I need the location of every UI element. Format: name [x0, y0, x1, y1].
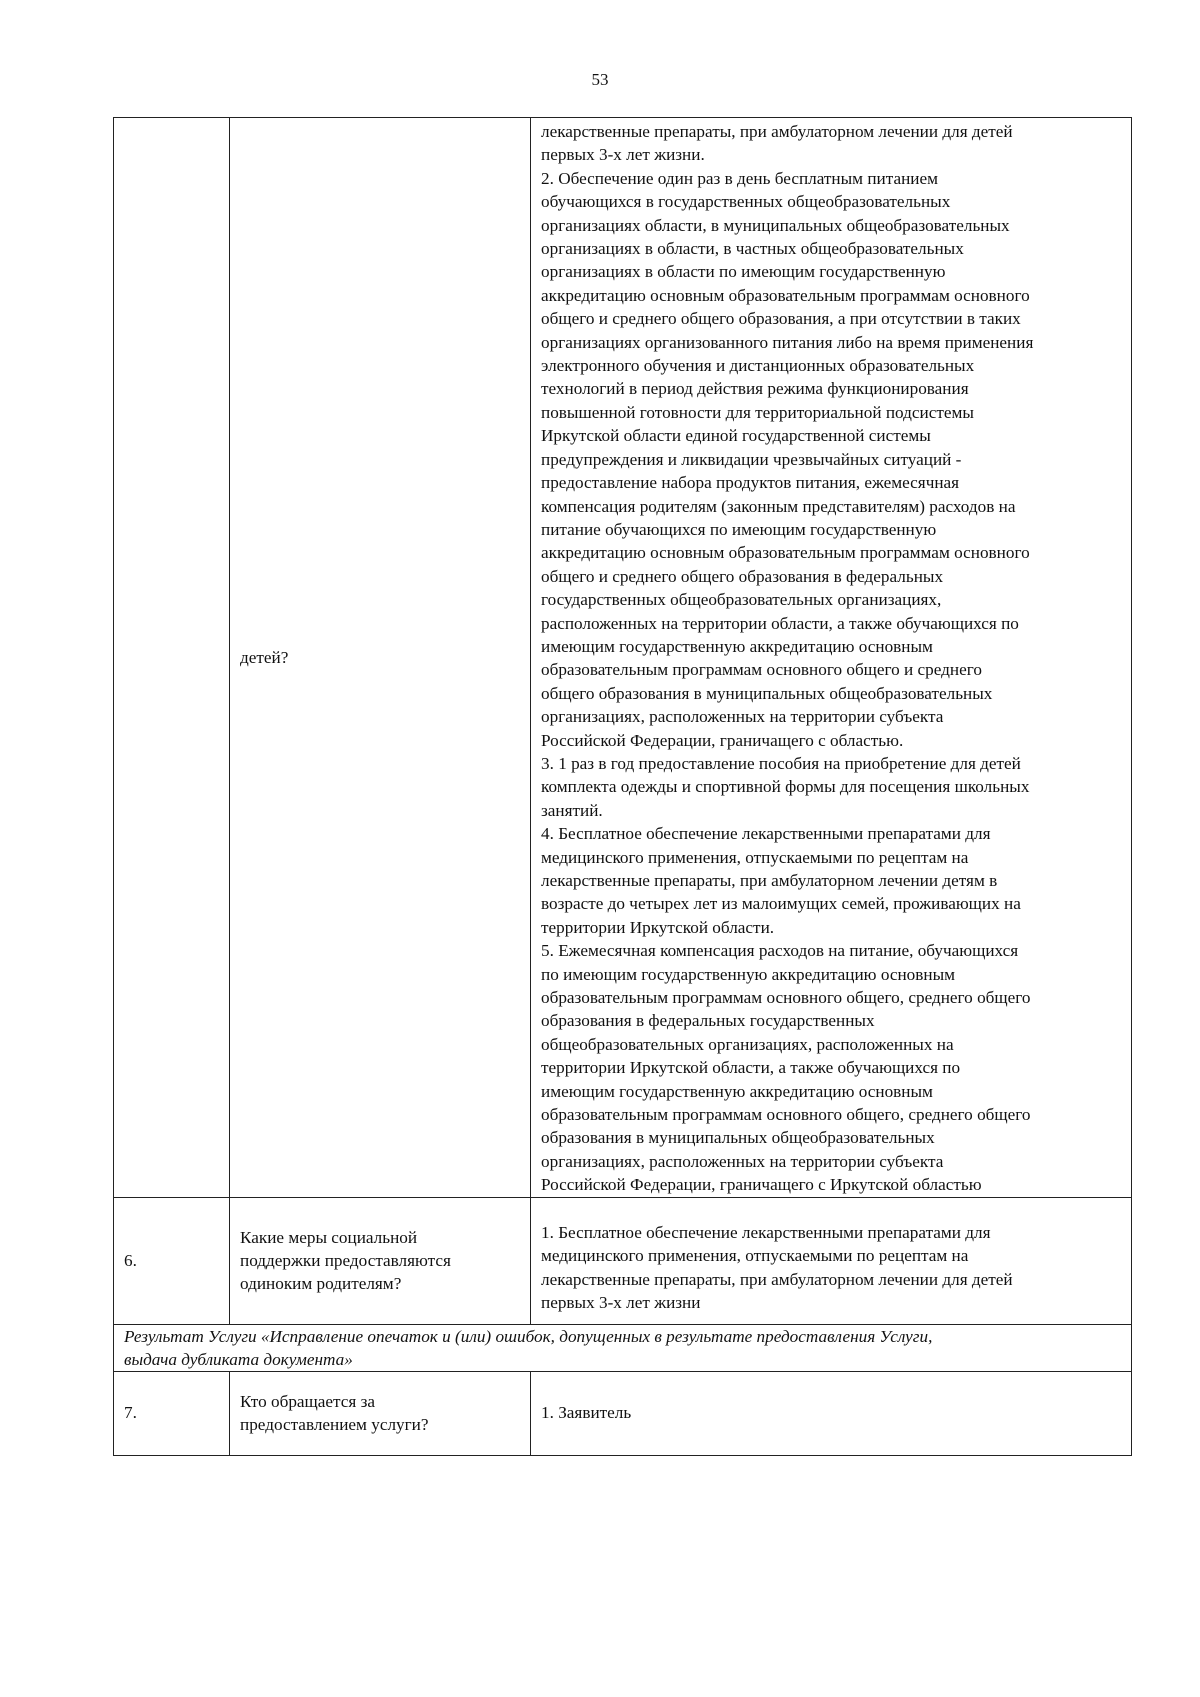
text-line: организациях, расположенных на территории субъекта — [541, 707, 944, 727]
table-row — [114, 1197, 1132, 1324]
text-line: Результат Услуги «Исправление опечаток и (или) ошибок, допущенных в результате предоставления Услуги, — [124, 1326, 933, 1346]
text-line: образовательным программам основного общего, среднего общего — [541, 988, 1031, 1008]
text-line: медицинского применения, отпускаемыми по рецептам на — [541, 1246, 969, 1266]
text-line: первых 3-х лет жизни. — [541, 145, 705, 165]
text-line: поддержки предоставляются — [240, 1250, 451, 1270]
text-line: 4. Бесплатное обеспечение лекарственными препаратами для — [541, 824, 991, 844]
table-row — [114, 1371, 1132, 1455]
text-line: общего и среднего общего образования, а при отсутствии в таких — [541, 309, 1021, 329]
text-line: питание обучающихся по имеющим государственную — [541, 519, 937, 539]
text-line: территории Иркутской области, а также обучающихся по — [541, 1058, 961, 1078]
text-line: обучающихся в государственных общеобразовательных — [541, 192, 951, 212]
text-line: комплекта одежды и спортивной формы для посещения школьных — [541, 777, 1030, 797]
text-line: государственных общеобразовательных организациях, — [541, 590, 942, 610]
text-line: аккредитацию основным образовательным программам основного — [541, 543, 1030, 563]
text-line: лекарственные препараты, при амбулаторном лечении для детей — [541, 122, 1013, 141]
question-cell: детей? — [230, 118, 531, 1198]
text-line: имеющим государственную аккредитацию основным — [541, 636, 933, 656]
text-line: образования в муниципальных общеобразовательных — [541, 1128, 935, 1148]
text-line: технологий в период действия режима функционирования — [541, 379, 969, 399]
text-line: Какие меры социальной — [240, 1227, 418, 1247]
text-line: расположенных на территории области, а также обучающихся по — [541, 613, 1019, 633]
text-line: общего образования в муниципальных общеобразовательных — [541, 683, 993, 703]
text-line: организациях области, в муниципальных общеобразовательных — [541, 215, 1010, 235]
answer-cell — [531, 1197, 1132, 1324]
text-line: выдача дубликата документа» — [124, 1349, 353, 1369]
text-line: образования в федеральных государственных — [541, 1011, 875, 1031]
text-line: одиноким родителям? — [240, 1274, 402, 1294]
row-number-cell: 7. — [114, 1371, 230, 1455]
text-line: 1. Бесплатное обеспечение лекарственными препаратами для — [541, 1222, 991, 1242]
text-line: предоставлением услуги? — [240, 1415, 429, 1435]
text-line: образовательным программам основного общего и среднего — [541, 660, 982, 680]
text-line: Российской Федерации, граничащего с областью. — [541, 730, 904, 750]
text-line: предупреждения и ликвидации чрезвычайных ситуаций - — [541, 449, 962, 469]
text-line: занятий. — [541, 800, 603, 820]
text-line: Иркутской области единой государственной системы — [541, 426, 931, 446]
text-line: аккредитацию основным образовательным программам основного — [541, 285, 1030, 305]
page-number: 53 — [591, 70, 609, 89]
text-line: организациях, расположенных на территории субъекта — [541, 1151, 944, 1171]
text-line: 1. Заявитель — [541, 1403, 632, 1423]
text-line: организациях организованного питания либо на время применения — [541, 332, 1034, 352]
text-line: предоставление набора продуктов питания, ежемесячная — [541, 473, 960, 493]
row-number-cell: 6. — [114, 1197, 230, 1324]
text-line: по имеющим государственную аккредитацию основным — [541, 964, 956, 984]
text-line: повышенной готовности для территориальной подсистемы — [541, 402, 974, 422]
text-line: имеющим государственную аккредитацию основным — [541, 1081, 933, 1101]
row-number-cell — [114, 118, 230, 1198]
text-line: компенсация родителям (законным представителям) расходов на — [541, 496, 1016, 516]
text-line: территории Иркутской области. — [541, 917, 775, 937]
text-line: 3. 1 раз в год предоставление пособия на приобретение для детей — [541, 753, 1021, 773]
section-title — [114, 1324, 1132, 1371]
text-line: электронного обучения и дистанционных образовательных — [541, 356, 975, 376]
section-row — [114, 1324, 1132, 1371]
text-line: первых 3-х лет жизни — [541, 1293, 701, 1313]
text-line: медицинского применения, отпускаемыми по рецептам на — [541, 847, 969, 867]
text-line: 2. Обеспечение один раз в день бесплатным питанием — [541, 168, 938, 188]
text-line: общего и среднего общего образования в федеральных — [541, 566, 944, 586]
text-line: общеобразовательных организациях, расположенных на — [541, 1034, 954, 1054]
question-cell — [230, 1197, 531, 1324]
question-cell — [230, 1371, 531, 1455]
text-line: Российской Федерации, граничащего с Иркутской областью — [541, 1175, 982, 1195]
services-table — [113, 117, 1132, 1456]
text-line: 5. Ежемесячная компенсация расходов на питание, обучающихся — [541, 941, 1019, 961]
text-line: организациях в области по имеющим государственную — [541, 262, 946, 282]
text-line: организациях в области, в частных общеобразовательных — [541, 239, 964, 259]
text-line: лекарственные препараты, при амбулаторном лечении для детей — [541, 1269, 1013, 1289]
text-line: образовательным программам основного общего, среднего общего — [541, 1105, 1031, 1125]
answer-cell — [531, 1371, 1132, 1455]
text-line: возрасте до четырех лет из малоимущих семей, проживающих на — [541, 894, 1021, 914]
table-row — [114, 118, 1132, 1198]
text-line: лекарственные препараты, при амбулаторном лечении детям в — [541, 871, 998, 890]
text-line: Кто обращается за — [240, 1391, 376, 1411]
answer-cell — [531, 118, 1132, 1198]
